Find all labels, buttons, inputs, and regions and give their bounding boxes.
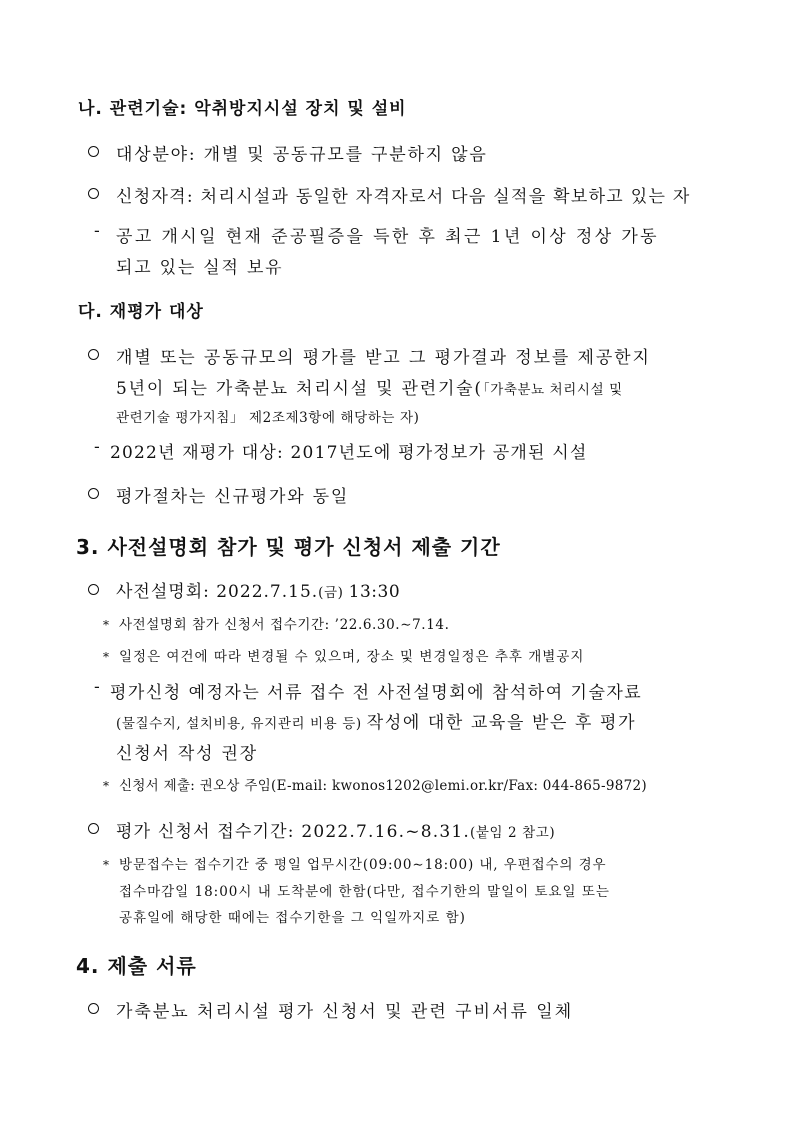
na-item-target-field: 대상분야: 개별 및 공동규모를 구분하지 않음	[116, 145, 488, 165]
da-item-reeval-line2	[116, 374, 623, 399]
circle-bullet-icon	[88, 1003, 99, 1014]
s3-note-visit-line1: 방문접수는 접수기간 중 평일 업무시간(09:00∼18:00) 내, 우편접수의 경우	[119, 857, 607, 873]
circle-bullet-icon	[88, 349, 99, 360]
s3-note-schedule-change: 일정은 여건에 따라 변경될 수 있으며, 장소 및 변경일정은 추후 개별공지	[119, 649, 585, 665]
s3-briefing-time: 13:30	[348, 582, 401, 602]
s3-note-visit-line2: 접수마감일 18:00시 내 도착분에 한함(다만, 접수기한의 말일이 토요일 또는	[119, 884, 610, 900]
s3-note-visit-line3: 공휴일에 해당한 때에는 접수기한을 그 익일까지로 함)	[119, 910, 466, 926]
s3-note-application-period: 사전설명회 참가 신청서 접수기간: ’22.6.30.∼7.14.	[119, 617, 450, 633]
s3-sub-recommend-line3: 신청서 작성 권장	[116, 744, 258, 764]
s3-briefing-date: 사전설명회: 2022.7.15.	[116, 582, 319, 602]
note-marker: *	[103, 618, 109, 632]
note-marker: *	[103, 779, 109, 793]
s3-submission-period-ref: (붙임 2 참고)	[469, 825, 556, 841]
da-item-reeval-line1: 개별 또는 공동규모의 평가를 받고 그 평가결과 정보를 제공한지	[116, 348, 651, 368]
s3-sub-recommend-examples: (물질수지, 설치비용, 유지관리 비용 등)	[116, 716, 362, 732]
da-item-reeval-line2-main: 5년이 되는 가축분뇨 처리시설 및 관련기술(	[116, 379, 483, 399]
circle-bullet-icon	[88, 584, 99, 595]
da-sub-2022-target: 2022년 재평가 대상: 2017년도에 평가정보가 공개된 시설	[110, 443, 588, 463]
s3-submission-period-main: 평가 신청서 접수기간: 2022.7.16.~8.31.	[116, 822, 470, 842]
s3-item-briefing	[116, 577, 400, 602]
da-item-procedure: 평가절차는 신규평가와 동일	[116, 487, 350, 507]
na-sub-requirement-line2: 되고 있는 실적 보유	[116, 258, 284, 278]
dash-marker: -	[94, 221, 100, 241]
s4-item-documents: 가축분뇨 처리시설 평가 신청서 및 관련 구비서류 일체	[116, 1002, 574, 1022]
na-item-eligibility: 신청자격: 처리시설과 동일한 자격자로서 다음 실적을 확보하고 있는 자	[116, 187, 691, 207]
s3-sub-recommend-line2	[116, 708, 636, 733]
section-heading-3: 3. 사전설명회 참가 및 평가 신청서 제출 기간	[76, 535, 501, 559]
s3-sub-recommend-line2-main: 작성에 대한 교육을 받은 후 평가	[366, 713, 637, 733]
section-heading-na: 나. 관련기술: 악취방지시설 장치 및 설비	[78, 99, 407, 119]
section-heading-da: 다. 재평가 대상	[78, 302, 204, 322]
da-item-reeval-line2-ref: 「가축분뇨 처리시설 및	[482, 382, 623, 398]
section-heading-4: 4. 제출 서류	[76, 954, 197, 978]
circle-bullet-icon	[88, 146, 99, 157]
dash-marker: -	[94, 437, 100, 457]
na-sub-requirement-line1: 공고 개시일 현재 준공필증을 득한 후 최근 1년 이상 정상 가동	[116, 227, 659, 247]
note-marker: *	[103, 858, 109, 872]
s3-briefing-day: (금)	[318, 585, 344, 601]
da-item-reeval-line3: 관련기술 평가지침」 제2조제3항에 해당하는 자)	[116, 410, 420, 426]
circle-bullet-icon	[88, 188, 99, 199]
s3-note-contact: 신청서 제출: 권오상 주임(E-mail: kwonos1202@lemi.or.kr/Fax: 044-865-9872)	[119, 778, 647, 794]
s3-item-submission-period	[116, 817, 555, 842]
note-marker: *	[103, 650, 109, 664]
s3-sub-recommend-line1: 평가신청 예정자는 서류 접수 전 사전설명회에 참석하여 기술자료	[110, 683, 643, 703]
circle-bullet-icon	[88, 488, 99, 499]
dash-marker: -	[94, 677, 100, 697]
circle-bullet-icon	[88, 823, 99, 834]
